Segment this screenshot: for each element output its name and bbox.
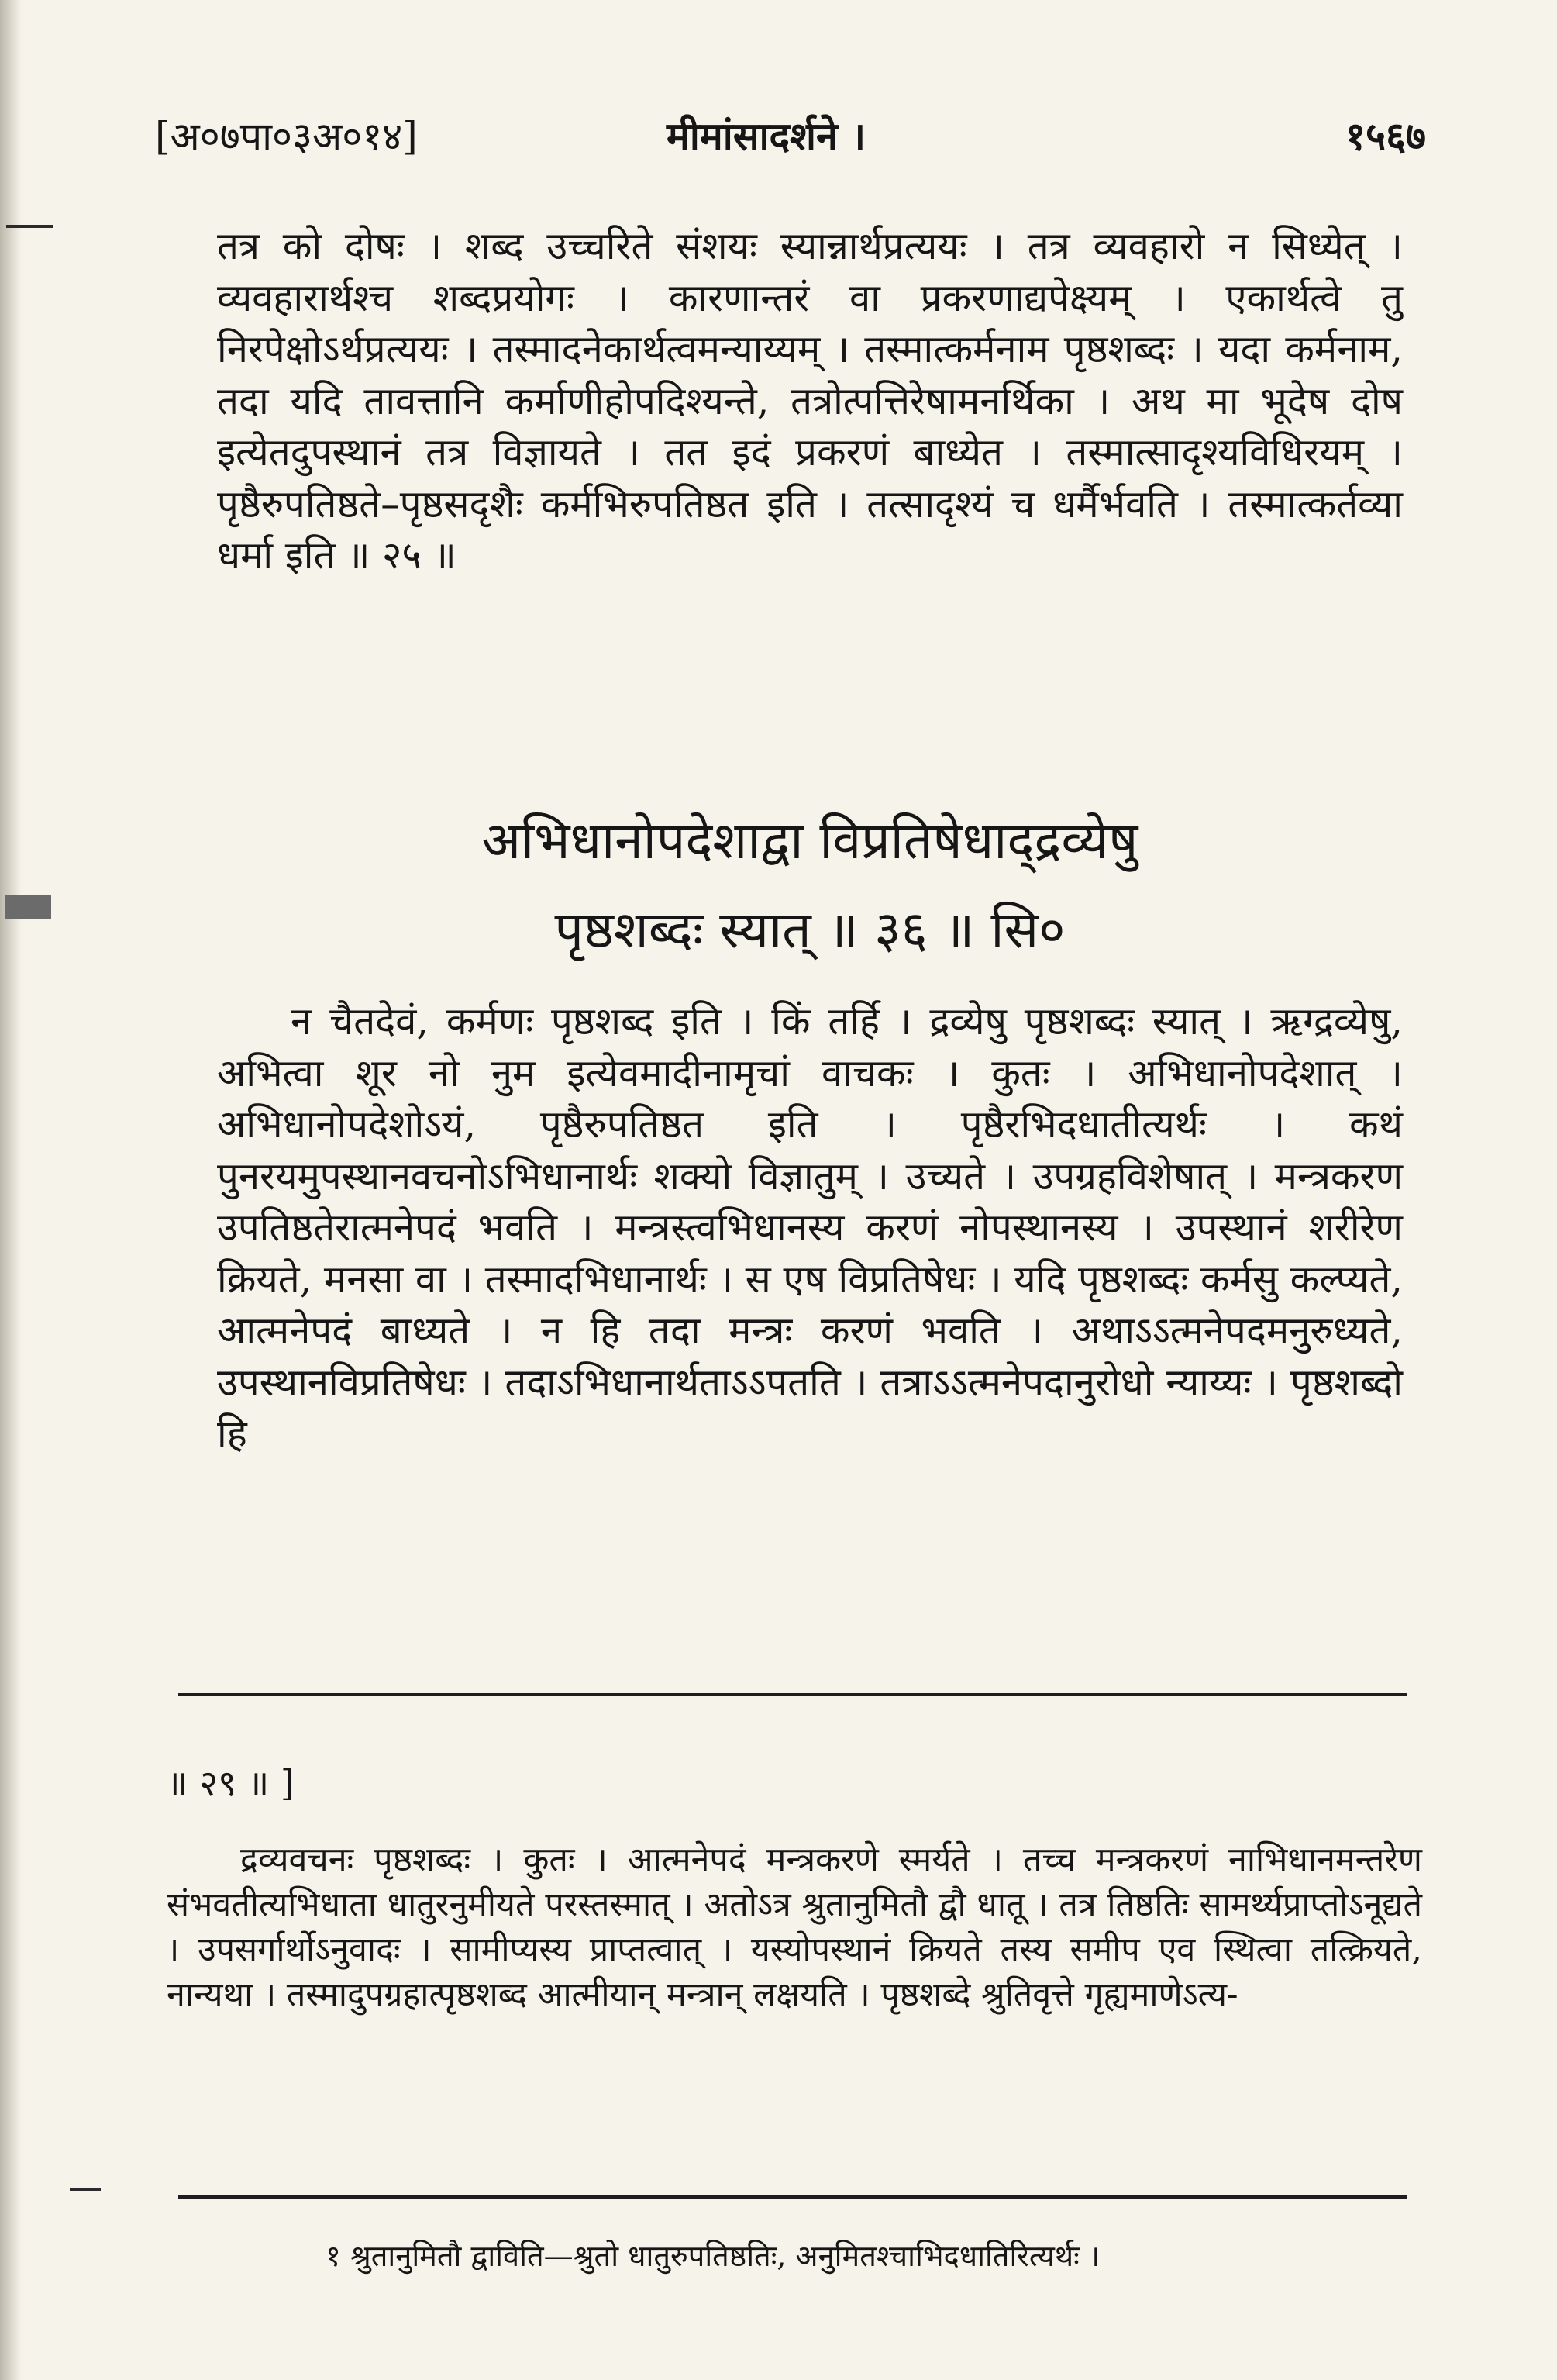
scan-edge-shadow xyxy=(0,0,22,2380)
sutra-line-1: अभिधानोपदेशाद्वा विप्रतिषेधाद्द्रव्येषु xyxy=(481,811,1138,871)
note-reference: ॥ २९ ॥ ] xyxy=(167,1762,295,1804)
footnote: १ श्रुतानुमितौ द्वाविति—श्रुतो धातुरुपतिष्ठतिः, अनुमितश्चाभिदधातिरित्यर्थः । xyxy=(326,2239,1101,2273)
margin-mark xyxy=(6,225,53,228)
page-number: १५६७ xyxy=(1345,113,1426,159)
sub-commentary-paragraph: द्रव्यवचनः पृष्ठशब्दः । कुतः । आत्मनेपदं मन्त्रकरणे स्मर्यते । तच्च मन्त्रकरणं नाभिधानमन्तरेण संभवतीत्यभिधाता धातुरनुमीयते परस्तस्मात् । अतोऽत्र श्रुतानुमितौ द्वौ धातू । तत्र तिष्ठतिः सामर्थ्यप्राप्तोऽनूद्यते । उपसर्गार्थोऽनुवादः । सामीप्यस्य प्राप्तत्वात् । यस्योपस्थानं क्रियते तस्य समीप एव स्थित्वा तत्क्रियते, नान्यथा । तस्मादुपग्रहात्पृष्ठशब्द आत्मीयान् मन्त्रान् लक्षयति । पृष्ठशब्दे श्रुतिवृत्ते गृह्यमाणेऽत्य- xyxy=(167,1840,1422,2014)
commentary-paragraph-2: न चैतदेवं, कर्मणः पृष्ठशब्द इति । किं तर्हि । द्रव्येषु पृष्ठशब्दः स्यात् । ऋग्द्रव्येषु, अभित्वा शूर नो नुम इत्येवमादीनामृचां वाचकः । कुतः । अभिधानोपदेशात् । अभिधानोपदेशोऽयं, पृष्ठैरुपतिष्ठत इति । पृष्ठैरभिदधातीत्यर्थः । कथं पुनरयमुपस्थानवचनोऽभिधानार्थः शक्यो विज्ञातुम् । उच्यते । उपग्रहविशेषात् । मन्त्रकरण उपतिष्ठतेरात्मनेपदं भवति । मन्त्रस्त्वभिधानस्य करणं नोपस्थानस्य । उपस्थानं शरीरेण क्रियते, मनसा वा । तस्मादभिधानार्थः । स एष विप्रतिषेधः । यदि पृष्ठशब्दः कर्मसु कल्प्यते, आत्मनेपदं बाध्यते । न हि तदा मन्त्रः करणं भवति । अथाऽऽत्मनेपदमनुरुध्यते, उपस्थानविप्रतिषेधः । तदाऽभिधानार्थताऽऽपतति । तत्राऽऽत्मनेपदानुरोधो न्याय्यः । पृष्ठशब्दो हि xyxy=(217,999,1403,1456)
running-head xyxy=(155,109,1426,171)
margin-mark xyxy=(5,895,51,919)
footnote-divider xyxy=(178,2195,1407,2199)
margin-mark xyxy=(70,2188,101,2191)
section-reference: [अ०७पा०३अ०१४] xyxy=(155,114,418,159)
commentary-paragraph: तत्र को दोषः । शब्द उच्चरिते संशयः स्यान्नार्थप्रत्ययः । तत्र व्यवहारो न सिध्येत् । व्यवहारार्थश्च शब्दप्रयोगः । कारणान्तरं वा प्रकरणाद्यपेक्ष्यम् । एकार्थत्वे तु निरपेक्षोऽर्थप्रत्ययः । तस्मादनेकार्थत्वमन्याय्यम् । तस्मात्कर्मनाम पृष्ठशब्दः । यदा कर्मनाम, तदा यदि तावत्तानि कर्माणीहोपदिश्यन्ते, तत्रोत्पत्तिरेषामनर्थिका । अथ मा भूदेष दोष इत्येतदुपस्थानं तत्र विज्ञायते । तत इदं प्रकरणं बाध्येत । तस्मात्सादृश्यविधिरयम् । पृष्ठैरुपतिष्ठते–पृष्ठसदृशैः कर्मभिरुपतिष्ठत इति । तत्सादृश्यं च धर्मैर्भवति । तस्मात्कर्तव्या धर्मा इति ॥ २५ ॥ xyxy=(217,224,1403,578)
book-title: मीमांसादर्शने । xyxy=(667,113,866,159)
sutra-line-2: पृष्ठशब्दः स्यात् ॥ ३६ ॥ सि० xyxy=(554,900,1066,960)
divider-rule xyxy=(178,1693,1407,1696)
